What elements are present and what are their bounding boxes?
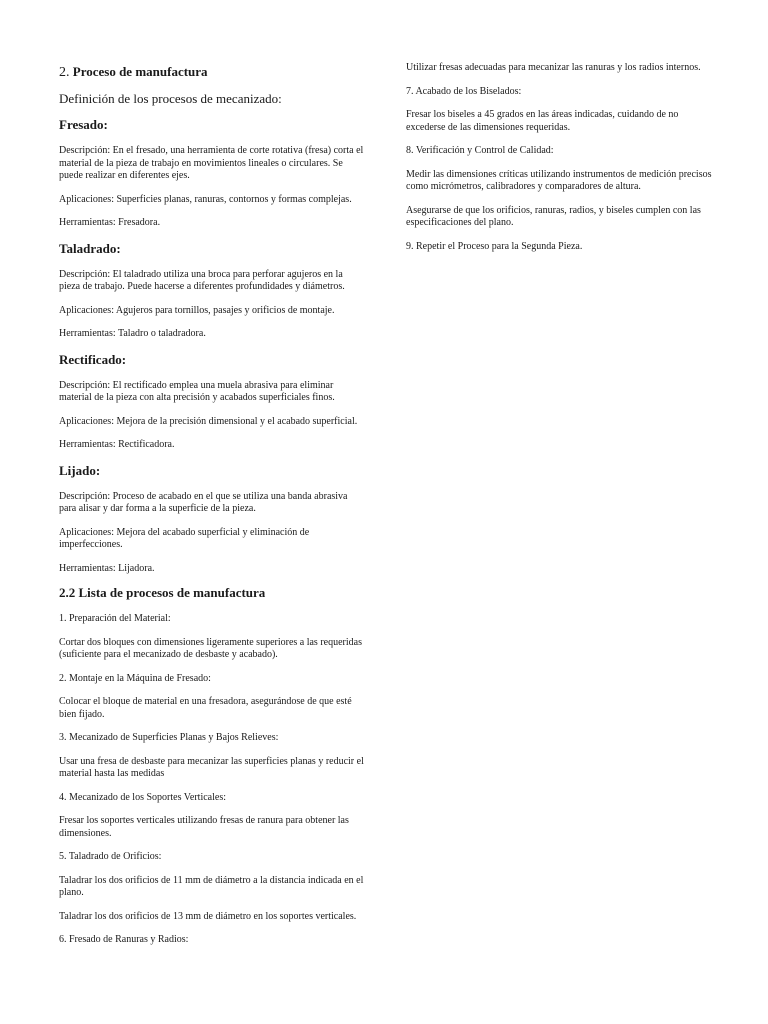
process-description: Descripción: El taladrado utiliza una broca para perforar agujeros en la pieza de trabajo. Puede hacerse a diferentes profundidades y diámetros.: [59, 268, 345, 292]
step-paragraph: 2. Montaje en la Máquina de Fresado:: [59, 672, 211, 684]
step-paragraph: Fresar los biseles a 45 grados en las áreas indicadas, cuidando de no excederse de las dimensiones requeridas.: [406, 109, 679, 133]
step-paragraph: Usar una fresa de desbaste para mecanizar las superficies planas y reducir el material hasta las medidas: [59, 755, 364, 779]
section-title-text: Proceso de manufactura: [72, 64, 208, 79]
step-paragraph: 5. Taladrado de Orificios:: [59, 851, 162, 862]
list-title: 2.2 Lista de procesos de manufactura: [59, 585, 266, 600]
process-applications: Aplicaciones: Mejora de la precisión dimensional y el acabado superficial.: [59, 415, 358, 427]
step-paragraph: Cortar dos bloques con dimensiones ligeramente superiores a las requeridas (suficiente para el mecanizado de desbaste y acabado).: [59, 636, 362, 660]
step-paragraph: Taladrar los dos orificios de 11 mm de diámetro a la distancia indicada en el plano.: [59, 874, 364, 898]
step-paragraph: 6. Fresado de Ranuras y Radios:: [59, 934, 189, 945]
step-paragraph: Utilizar fresas adecuadas para mecanizar las ranuras y los radios internos.: [406, 62, 701, 73]
subtitle: Definición de los procesos de mecanizado:: [59, 91, 282, 106]
section-title: [59, 64, 364, 81]
step-paragraph: Medir las dimensiones críticas utilizando instrumentos de medición precisos como micrómetros, calibradores y comparadores de altura.: [406, 168, 712, 192]
process-applications: Aplicaciones: Mejora del acabado superficial y eliminación de imperfecciones.: [59, 526, 310, 550]
right-column: [406, 62, 716, 253]
process-applications: Aplicaciones: Superficies planas, ranuras, contornos y formas complejas.: [59, 193, 352, 205]
step-paragraph: Taladrar los dos orificios de 13 mm de diámetro en los soportes verticales.: [59, 910, 357, 922]
process-description: Descripción: Proceso de acabado en el que se utiliza una banda abrasiva para alisar y dar forma a la superficie de la pieza.: [59, 490, 348, 514]
process-heading-lijado: Lijado:: [59, 462, 101, 478]
step-paragraph: 9. Repetir el Proceso para la Segunda Pieza.: [406, 240, 583, 252]
step-paragraph: 1. Preparación del Material:: [59, 613, 171, 624]
step-paragraph: 3. Mecanizado de Superficies Planas y Bajos Relieves:: [59, 732, 279, 743]
process-tools: Herramientas: Fresadora.: [59, 217, 161, 228]
process-applications: Aplicaciones: Agujeros para tornillos, pasajes y orificios de montaje.: [59, 304, 335, 316]
step-paragraph: 8. Verificación y Control de Calidad:: [406, 145, 554, 156]
process-tools: Herramientas: Rectificadora.: [59, 439, 175, 450]
left-column: [59, 60, 364, 947]
process-tools: Herramientas: Taladro o taladradora.: [59, 328, 206, 339]
process-description: Descripción: En el fresado, una herramienta de corte rotativa (fresa) corta el material de la pieza de trabajo en movimientos lineales o circulares. Se puede realizar en diferentes ejes.: [59, 145, 364, 181]
process-heading-fresado: Fresado:: [59, 117, 108, 132]
step-paragraph: Asegurarse de que los orificios, ranuras, radios, y biseles cumplen con las especificaciones del plano.: [406, 204, 701, 228]
process-description: Descripción: El rectificado emplea una muela abrasiva para eliminar material de la pieza con alta precisión y acabados superficiales finos.: [59, 379, 335, 403]
step-paragraph: Colocar el bloque de material en una fresadora, asegurándose de que esté bien fijado.: [59, 696, 352, 720]
step-paragraph: Fresar los soportes verticales utilizando fresas de ranura para obtener las dimensiones.: [59, 815, 349, 839]
step-paragraph: 4. Mecanizado de los Soportes Verticales:: [59, 791, 226, 803]
process-tools: Herramientas: Lijadora.: [59, 562, 155, 574]
step-paragraph: 7. Acabado de los Biselados:: [406, 85, 522, 97]
process-heading-rectificado: Rectificado:: [59, 351, 127, 367]
section-number: 2.: [59, 65, 70, 80]
process-heading-taladrado: Taladrado:: [59, 240, 121, 256]
